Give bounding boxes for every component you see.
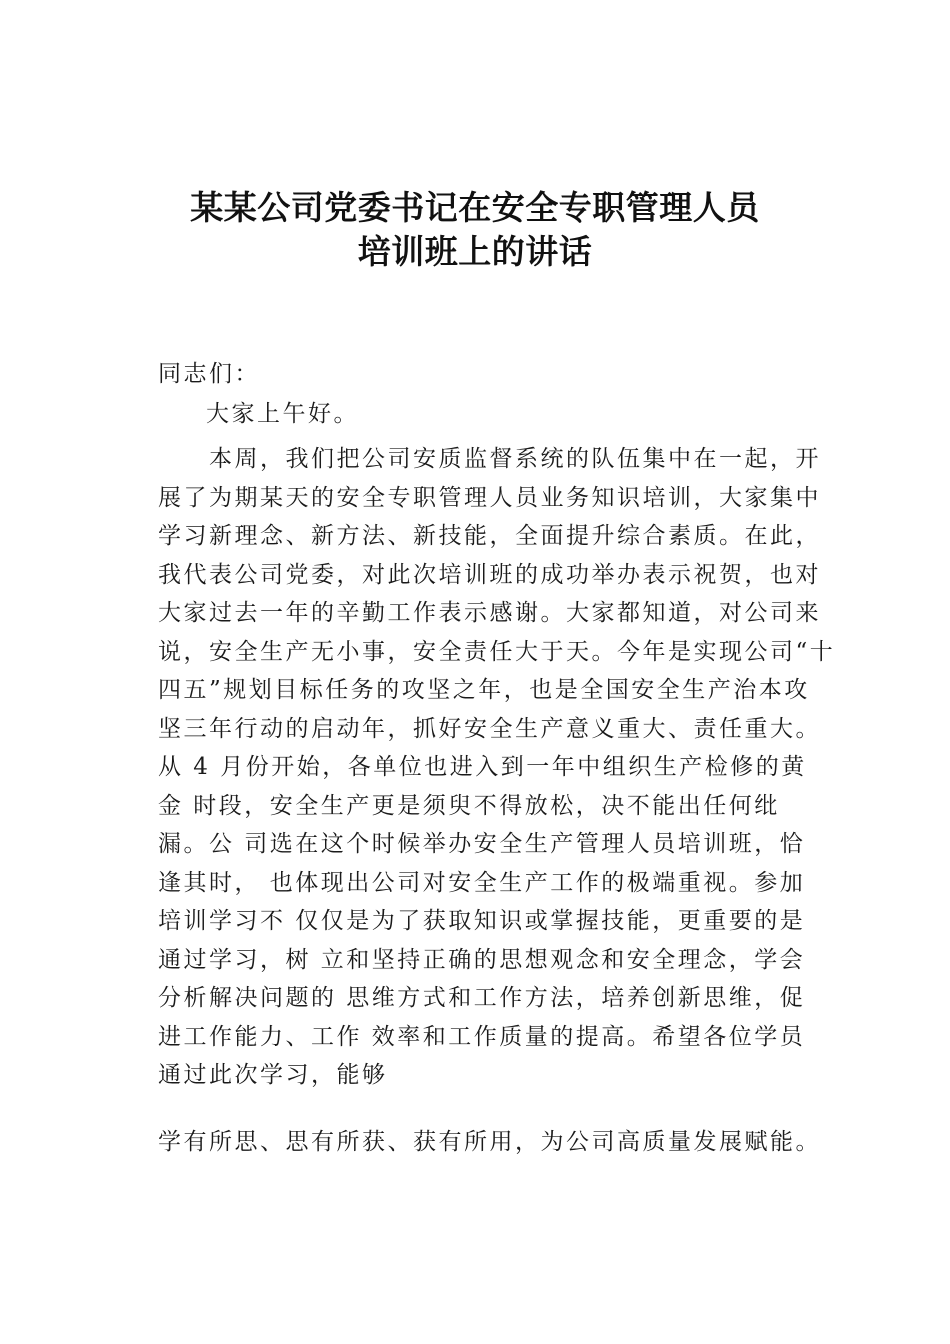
body-line: 通过学习，树 立和坚持正确的思想观念和安全理念，学会 (158, 946, 806, 973)
body-line: 培训学习不 仅仅是为了获取知识或掌握技能，更重要的是 (158, 908, 806, 934)
body-line: 说，安全生产无小事，安全责任大于天。今年是实现公司“十 (158, 638, 836, 665)
salutation: 同志们： (158, 361, 260, 387)
body-line: 进工作能力、工作 效率和工作质量的提高。希望各位学员 (158, 1023, 806, 1050)
body-line: 分析解决问题的 思维方式和工作方法，培养创新思维，促 (158, 985, 806, 1011)
body-line: 金 时段，安全生产更是须臾不得放松，决不能出任何纰 (158, 792, 780, 819)
body-line: 展了为期某天的安全专职管理人员业务知识培训，大家集中 (158, 484, 821, 511)
title-line-1: 某某公司党委书记在安全专职管理人员 (190, 188, 760, 227)
document-title (0, 186, 950, 274)
greeting: 大家上午好。 (206, 401, 359, 427)
body-line: 我代表公司党委，对此次培训班的成功举办表示祝贺，也对 (158, 561, 821, 588)
title-line-2: 培训班上的讲话 (357, 232, 593, 271)
body-line: 学习新理念、新方法、新技能，全面提升综合素质。在此， (158, 523, 821, 549)
body-line: 坚三年行动的启动年，抓好安全生产意义重大、责任重大。 (158, 715, 821, 742)
body-line: 从 4 月份开始，各单位也进入到一年中组织生产检修的黄 (158, 754, 807, 780)
body-line: 四五”规划目标任务的攻坚之年，也是全国安全生产治本攻 (158, 677, 810, 703)
body-line: 大家过去一年的辛勤工作表示感谢。大家都知道，对公司来 (158, 600, 821, 626)
body-line: 漏。公 司选在这个时候举办安全生产管理人员培训班，恰 (158, 831, 806, 857)
closing-line: 学有所思、思有所获、获有所用，为公司高质量发展赋能。 (158, 1129, 821, 1155)
body-line: 逢其时， 也体现出公司对安全生产工作的极端重视。参加 (158, 869, 806, 896)
body-paragraph (158, 440, 836, 1095)
body-line: 通过此次学习，能够 (158, 1062, 388, 1088)
body-line: 本周，我们把公司安质监督系统的队伍集中在一起，开 (158, 446, 821, 472)
